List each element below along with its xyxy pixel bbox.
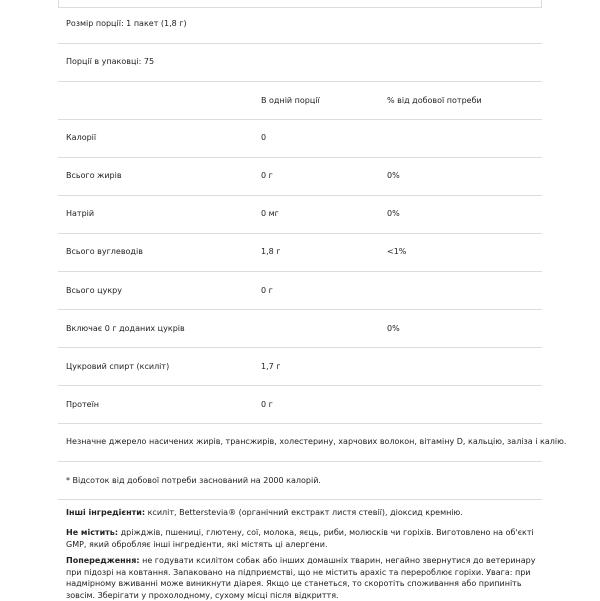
allergen-label: Не містить: <box>66 528 119 537</box>
other-ingredients-text: ксиліт, Betterstevia® (органічний екстракт листя стевії), діоксид кремнію. <box>145 508 463 517</box>
nutrient-name: Всього цукру <box>66 286 122 295</box>
serving-size: Розмір порції: 1 пакет (1,8 г) <box>66 19 187 28</box>
allergen-statement <box>66 527 536 550</box>
nutrient-name: Цукровий спирт (ксиліт) <box>66 362 170 371</box>
servings-per-pack: Порції в упаковці: 75 <box>66 57 155 66</box>
daily-value-footnote: * Відсоток від добової потреби заснований на 2000 калорій. <box>66 476 321 485</box>
allergen-text: дріжджів, пшениці, глютену, сої, молока, яєць, риби, молюсків чи горіхів. Виготовлено на об'єкті GMP, який обробляє інші інгредієнти, які містять ці алергени. <box>66 528 534 549</box>
nutrient-name: Всього жирів <box>66 171 122 180</box>
frame-right-edge <box>541 0 542 7</box>
divider <box>58 499 542 500</box>
warning-statement <box>66 555 536 601</box>
divider <box>58 157 542 158</box>
nutrient-amount: 0 г <box>261 286 273 295</box>
warning-text: не годувати ксилітом собак або інших домашніх тварин, негайно звернутися до ветеринару при підозрі на ковтання. Запаковано на підприємстві, що не містить арахіс та перероблює горіхи. Увага: при надмірному вживанні може виникнути діарея. Якщо це станеться, то скоротіть споживання або припиніть зовсім. Зберігати у прохолодному, сухому місці після відкриття. <box>66 556 536 600</box>
insignificant-sources-note: Незначне джерело насичених жирів, трансжирів, холестерину, харчових волокон, вітаміну D, кальцію, заліза і калію. <box>66 437 567 446</box>
nutrient-amount: 0 <box>261 133 267 142</box>
nutrient-amount: 1,7 г <box>261 362 281 371</box>
divider <box>58 385 542 386</box>
divider <box>58 195 542 196</box>
divider <box>58 7 542 8</box>
nutrient-daily-value: 0% <box>387 209 400 218</box>
divider <box>58 347 542 348</box>
nutrient-name: Натрій <box>66 209 95 218</box>
column-header-per-serving: В одній порції <box>261 96 320 105</box>
nutrient-daily-value: 0% <box>387 171 400 180</box>
nutrient-daily-value: <1% <box>387 247 407 256</box>
divider <box>58 423 542 424</box>
other-ingredients <box>66 507 536 519</box>
divider <box>58 271 542 272</box>
nutrient-amount: 0 г <box>261 171 273 180</box>
divider <box>58 119 542 120</box>
nutrient-name: Всього вуглеводів <box>66 247 143 256</box>
divider <box>58 461 542 462</box>
nutrient-amount: 1,8 г <box>261 247 281 256</box>
divider <box>58 233 542 234</box>
warning-label: Попередження: <box>66 556 140 565</box>
divider <box>58 81 542 82</box>
nutrient-name: Калорії <box>66 133 97 142</box>
nutrient-amount: 0 г <box>261 400 273 409</box>
nutrient-amount: 0 мг <box>261 209 279 218</box>
nutrient-daily-value: 0% <box>387 324 400 333</box>
frame-left-edge <box>58 0 59 7</box>
divider <box>58 43 542 44</box>
divider <box>58 309 542 310</box>
other-ingredients-label: Інші інгредієнти: <box>66 508 146 517</box>
nutrient-name: Протеїн <box>66 400 100 409</box>
column-header-daily-value: % від добової потреби <box>387 96 482 105</box>
nutrient-name: Включає 0 г доданих цукрів <box>66 324 185 333</box>
